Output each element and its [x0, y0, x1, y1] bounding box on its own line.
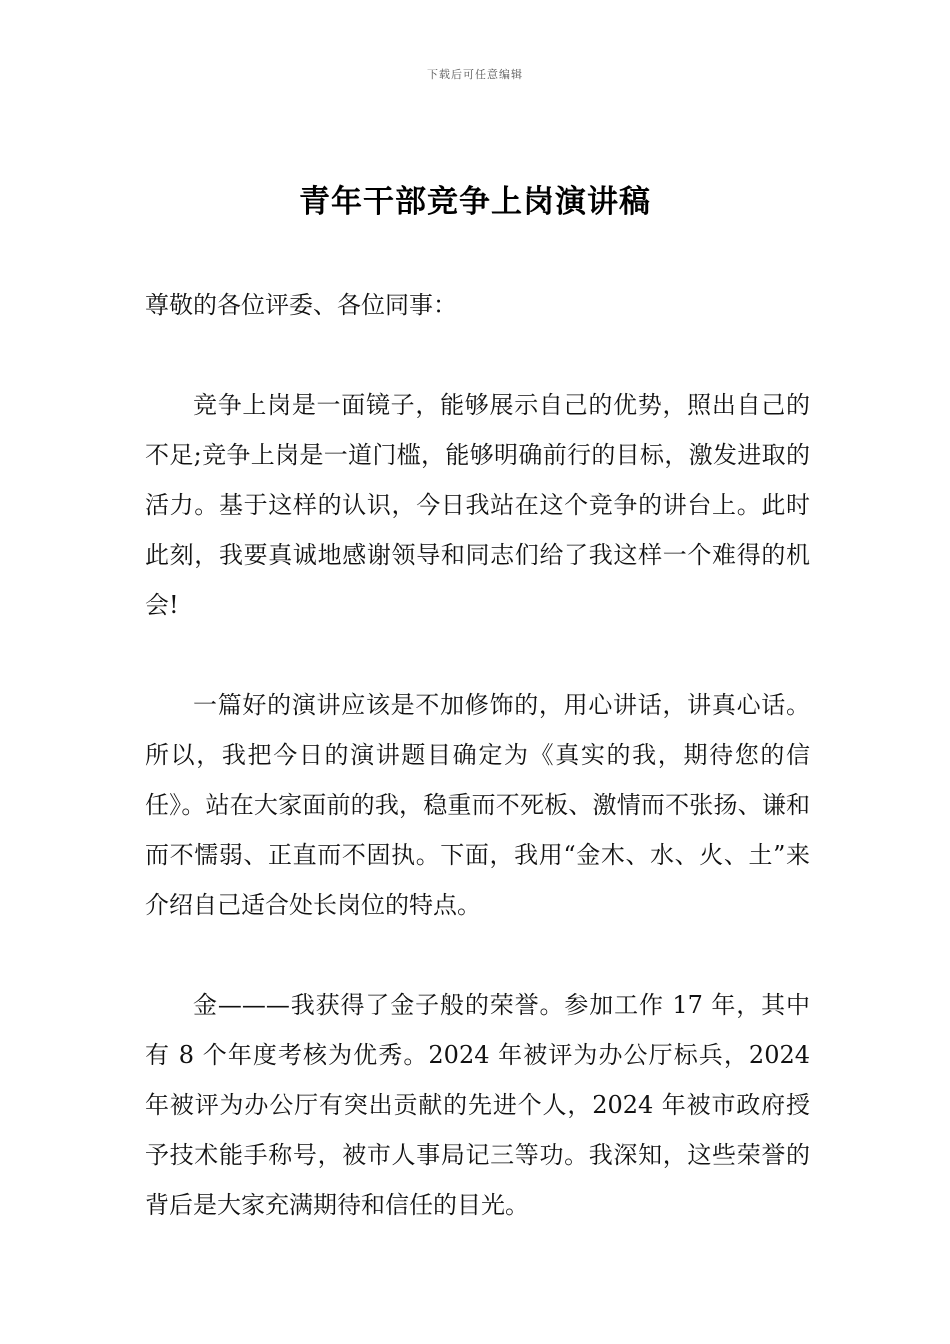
document-title: 青年干部竞争上岗演讲稿	[299, 184, 651, 220]
paragraph-1: 竞争上岗是一面镜子，能够展示自己的优势，照出自己的不足;竞争上岗是一道门槛，能够明确前行的目标，激发进取的活力。基于这样的认识，今日我站在这个竞争的讲台上。此时此刻，我要真诚地感谢领导和同志们给了我这样一个难得的机会!	[145, 391, 810, 619]
salutation: 尊敬的各位评委、各位同事：	[145, 291, 457, 319]
paragraph-3: 金———我获得了金子般的荣誉。参加工作 17 年，其中有 8 个年度考核为优秀。2024 年被评为办公厅标兵，2024 年被评为办公厅有突出贡献的先进个人，2024 年被市政府授予技术能手称号，被市人事局记三等功。我深知，这些荣誉的背后是大家充满期待和信任的目光。	[145, 991, 810, 1219]
header-note: 下载后可任意编辑	[427, 68, 523, 81]
paragraph-2: 一篇好的演讲应该是不加修饰的，用心讲话，讲真心话。所以，我把今日的演讲题目确定为《真实的我，期待您的信任》。站在大家面前的我，稳重而不死板、激情而不张扬、谦和而不懦弱、正直而不固执。下面，我用“金木、水、火、土”来介绍自己适合处长岗位的特点。	[145, 691, 810, 919]
document-body	[145, 280, 810, 1280]
